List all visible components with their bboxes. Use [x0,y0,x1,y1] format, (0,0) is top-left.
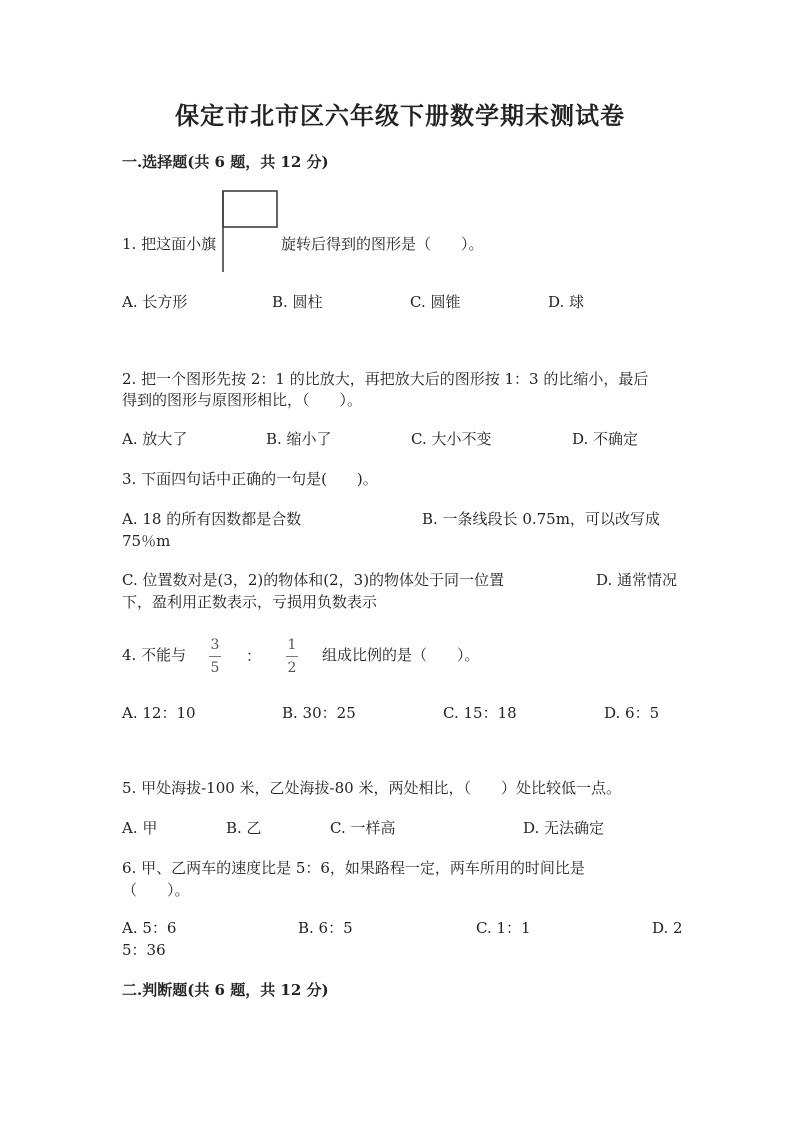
q3-option-d: D. 通常情况 [596,571,678,589]
q2-option-d: D. 不确定 [572,430,639,448]
q6-option-b: B. 6：5 [298,919,353,937]
fraction-one-half [282,637,302,676]
q3-option-d-cont: 下，盈利用正数表示，亏损用负数表示 [122,593,378,611]
section-heading-judgement: 二.判断题(共 6 题，共 12 分) [122,981,329,999]
flag-figure [218,190,282,274]
q6-stem-line2: （ ）。 [122,881,190,899]
fraction-three-fifths [205,637,225,676]
q3-option-a: A. 18 的所有因数都是合数 [122,510,302,528]
q6-option-d-cont: 5：36 [122,941,166,959]
q5-option-c: C. 一样高 [330,819,396,837]
q1-suffix: 旋转后得到的图形是（ ）。 [281,235,484,253]
q4-option-a: A. 12：10 [122,704,196,722]
fraction-denominator: 2 [287,660,297,676]
q1-option-c: C. 圆锥 [410,293,461,311]
q4-option-c: C. 15：18 [443,704,517,722]
fraction-numerator: 1 [287,637,297,653]
q4-suffix: 组成比例的是（ ）。 [322,646,480,664]
q3-option-b: B. 一条线段长 0.75m，可以改写成 [422,510,660,528]
q1-prefix: 1. 把这面小旗 [122,235,217,253]
q5-option-d: D. 无法确定 [523,819,605,837]
section-heading-choice: 一.选择题(共 6 题，共 12 分) [122,153,329,171]
q2-option-a: A. 放大了 [122,430,188,448]
fraction-bar [286,656,298,657]
q2-option-b: B. 缩小了 [266,430,332,448]
q2-stem-line2: 得到的图形与原图形相比，（ ）。 [122,391,363,409]
q3-option-b-cont: 75％m [122,532,171,550]
page-title: 保定市北市区六年级下册数学期末测试卷 [175,101,625,130]
q6-option-d: D. 2 [652,919,683,937]
q2-stem-line1: 2. 把一个图形先按 2：1 的比放大，再把放大后的图形按 1：3 的比缩小，最后 [122,370,649,388]
q1-option-a: A. 长方形 [122,293,188,311]
fraction-numerator: 3 [210,637,220,653]
fraction-denominator: 5 [210,660,220,676]
q1-option-d: D. 球 [548,293,585,311]
q1-option-b: B. 圆柱 [272,293,323,311]
q2-option-c: C. 大小不变 [411,430,492,448]
q6-option-a: A. 5：6 [122,919,177,937]
q4-option-d: D. 6：5 [604,704,660,722]
fraction-bar [209,656,221,657]
q5-option-a: A. 甲 [122,819,158,837]
q3-stem: 3. 下面四句话中正确的一句是( )。 [122,470,378,488]
q5-stem: 5. 甲处海拔-100 米，乙处海拔-80 米，两处相比，（ ）处比较低一点。 [122,779,621,797]
q4-prefix: 4. 不能与 [122,646,187,664]
q6-option-c: C. 1：1 [476,919,531,937]
q4-option-b: B. 30：25 [282,704,356,722]
q6-stem-line1: 6. 甲、乙两车的速度比是 5：6，如果路程一定，两车所用的时间比是 [122,859,585,877]
q5-option-b: B. 乙 [226,819,262,837]
ratio-colon: ： [246,647,262,665]
q3-option-c: C. 位置数对是(3，2)的物体和(2，3)的物体处于同一位置 [122,571,505,589]
